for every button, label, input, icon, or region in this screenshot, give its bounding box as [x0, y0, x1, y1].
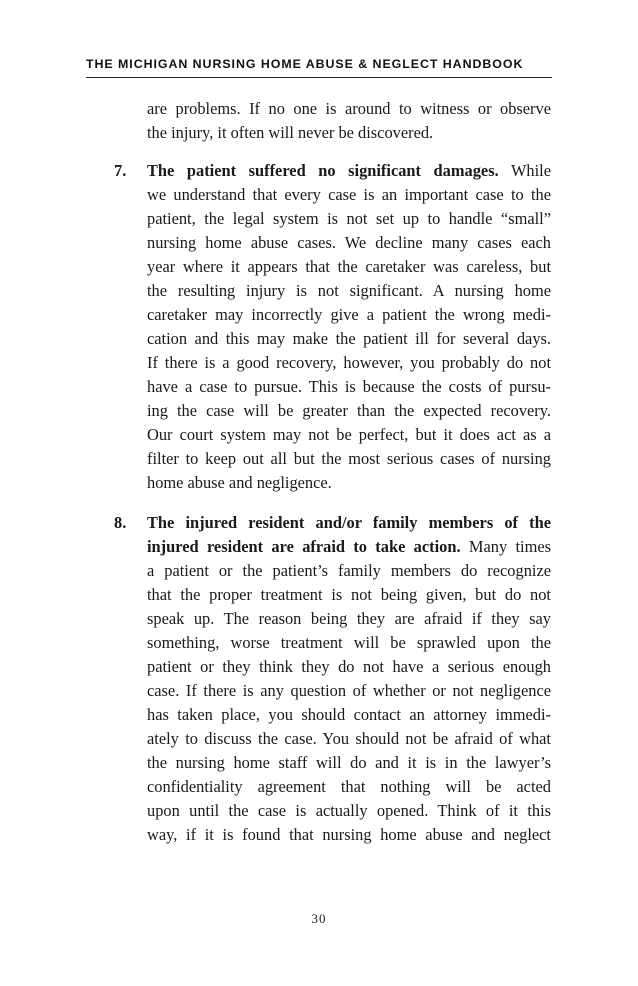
item-7-line: cation and this may make the patient ill for several days. [147, 329, 551, 348]
item-8-line: case. If there is any question of whether or not negligence [147, 681, 551, 700]
item-7-first-line [147, 161, 551, 181]
header-rule [86, 77, 552, 78]
item-8-line: a patient or the patient’s family members do recognize [147, 561, 551, 580]
item-8-line: that the proper treatment is not being given, but do not [147, 585, 551, 604]
item-7-line: the resulting injury is not significant. A nursing home [147, 281, 551, 300]
item-8-line: patient or they think they do not have a serious enough [147, 657, 551, 676]
item-8-line: speak up. The reason being they are afraid if they say [147, 609, 551, 628]
item-8-line: something, worse treatment will be sprawled upon the [147, 633, 551, 652]
running-header: THE MICHIGAN NURSING HOME ABUSE & NEGLECT HANDBOOK [86, 57, 524, 71]
item-8-line: confidentiality agreement that nothing will be acted [147, 777, 551, 796]
item-8-second-line [147, 537, 551, 557]
item-7-line: If there is a good recovery, however, you probably do not [147, 353, 551, 372]
item-7-line: year where it appears that the caretaker was careless, but [147, 257, 551, 276]
item-8-second-line-rest: Many times [460, 537, 551, 556]
item-8-line: way, if it is found that nursing home abuse and neglect [147, 825, 551, 844]
item-7-line: we understand that every case is an important case to the [147, 185, 551, 204]
list-number-8: 8. [114, 513, 127, 532]
item-8-line: ately to discuss the case. You should not be afraid of what [147, 729, 551, 748]
item-7-line: home abuse and negligence. [147, 473, 332, 492]
item-8-line: has taken place, you should contact an attorney immedi- [147, 705, 551, 724]
page-number: 30 [311, 911, 327, 926]
item-7-line: ing the case will be greater than the expected recovery. [147, 401, 551, 420]
item-7-bold-lead: The patient suffered no significant damages. [147, 161, 499, 180]
continuation-line: are problems. If no one is around to witness or observe [147, 99, 551, 118]
item-7-first-line-rest: While [498, 161, 551, 180]
item-8-line: upon until the case is actually opened. Think of it this [147, 801, 551, 820]
item-7-line: nursing home abuse cases. We decline many cases each [147, 233, 551, 252]
item-7-line: have a case to pursue. This is because the costs of pursu- [147, 377, 551, 396]
item-7-line: filter to keep out all but the most serious cases of nursing [147, 449, 551, 468]
item-8-line: the nursing home staff will do and it is in the lawyer’s [147, 753, 551, 772]
item-8-bold-lead-2: injured resident are afraid to take action. [147, 537, 461, 556]
item-8-first-line [147, 513, 551, 533]
item-8-bold-lead: The injured resident and/or family members of the [147, 513, 551, 532]
item-7-line: Our court system may not be perfect, but it does act as a [147, 425, 551, 444]
list-number-7: 7. [114, 161, 127, 180]
item-7-line: caretaker may incorrectly give a patient the wrong medi- [147, 305, 551, 324]
continuation-line: the injury, it often will never be discovered. [147, 123, 434, 142]
item-7-line: patient, the legal system is not set up to handle “small” [147, 209, 551, 228]
